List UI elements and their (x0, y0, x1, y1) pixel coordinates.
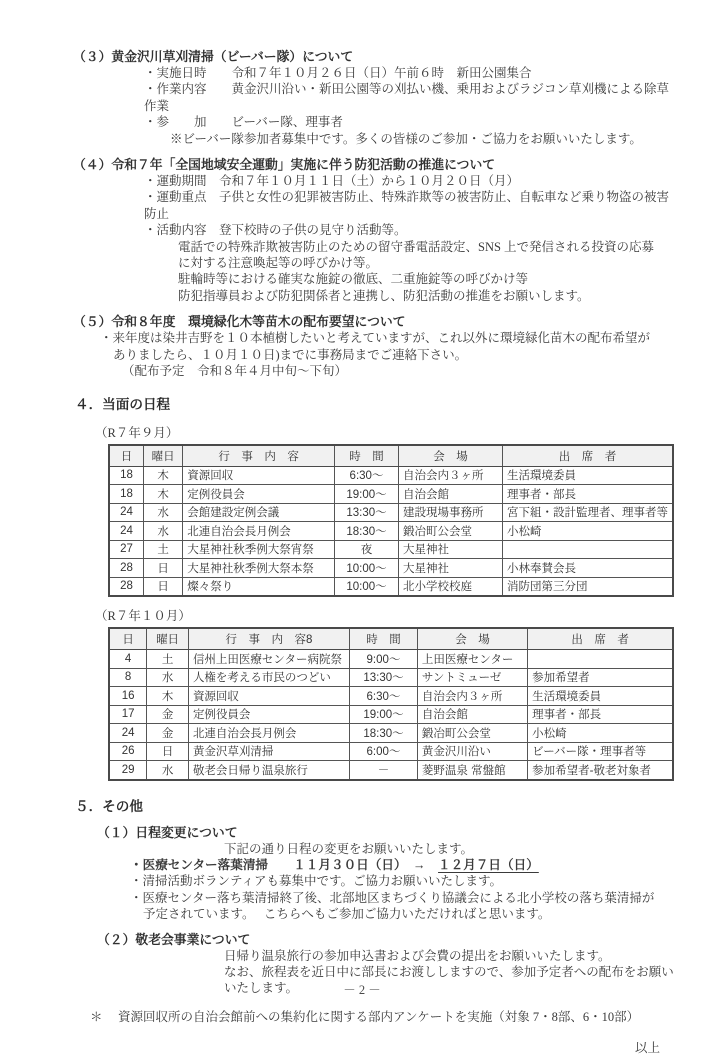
section-3-heading: （３）黄金沢川草刈清掃（ビーバー隊）について (73, 49, 354, 64)
others-sub2-line: なお、旅程表を近日中に部長にお渡ししますので、参加予定者への配布をお願いいたします。 (224, 964, 674, 996)
table-row (109, 522, 673, 541)
section-4-lines (100, 173, 674, 239)
table-cell: 大星神社秋季例大祭宵祭 (183, 540, 335, 559)
table-cell: 木 (147, 687, 189, 706)
table-cell: 燦々祭り (183, 577, 335, 596)
table-row (109, 668, 673, 687)
table-cell: 敬老会日帰り温泉旅行 (188, 761, 349, 780)
table-cell: 水 (143, 503, 182, 522)
section-5-note: （配布予定 令和８年４月中旬～下旬） (122, 364, 348, 379)
table-cell: 水 (147, 668, 189, 687)
table-cell: 鍛冶町公会堂 (417, 724, 527, 743)
page-content (56, 48, 674, 1056)
table-cell: 大星神社秋季例大祭本祭 (183, 559, 335, 578)
table-cell: 消防団第三分団 (502, 577, 673, 596)
table-cell: 菱野温泉 常盤館 (417, 761, 527, 780)
table-cell: 大星神社 (398, 559, 502, 578)
table-row (109, 687, 673, 706)
table-row (109, 466, 673, 485)
asterisk-marker: ＊ (90, 1009, 103, 1024)
table-cell: 9:00～ (350, 650, 418, 669)
table-cell: 13:30～ (335, 503, 399, 522)
table-row (109, 540, 673, 559)
section-3-note: ※ビーバー隊参加者募集中です。多くの皆様のご参加・ご協力をお願いいたします。 (170, 131, 642, 146)
table-cell: 夜 (335, 540, 399, 559)
schedule-table-september (108, 444, 674, 598)
section-4-continuation-line: に対する注意喚起等の呼びかけ等。 (178, 256, 379, 271)
table-cell: 18:30～ (335, 522, 399, 541)
others-sub1-intro-wrap (140, 841, 674, 857)
table-cell: 資源回収 (188, 687, 349, 706)
section-4-line: ・活動内容 登下校時の子供の見守り活動等。 (144, 223, 407, 238)
table-cell: 参加希望者-敬老対象者 (528, 761, 673, 780)
table-cell: 人権を考える市民のつどい (188, 668, 349, 687)
table-cell: 16 (109, 687, 147, 706)
table-row (109, 559, 673, 578)
table-cell: 24 (109, 724, 147, 743)
section-5 (56, 313, 674, 379)
table-cell: 28 (109, 559, 143, 578)
table-cell: 自治会館 (417, 705, 527, 724)
others-sub1-bullet: ・医療センター落ち葉清掃終了後、北部地区まちづくり協議会による北小学校の落ち葉清掃が (130, 890, 655, 905)
table-cell: 13:30～ (350, 668, 418, 687)
others-sub2-heading: （２）敬老会事業について (97, 931, 251, 947)
section-5-bullet: ・来年度は染井吉野を１０本植樹したいと考えていますが、これ以外に環境緑化苗木の配布希望が (100, 331, 651, 346)
section-4-continuation (56, 239, 674, 305)
table-cell: 自治会館 (398, 485, 502, 504)
section-4-line: ・運動重点 子供と女性の犯罪被害防止、特殊詐欺等の被害防止、自転車など乗り物盗の被害防止 (144, 190, 670, 221)
table-cell: 黄金沢草刈清掃 (188, 742, 349, 761)
table-cell: 理事者・部長 (528, 705, 673, 724)
column-header: 会 場 (398, 445, 502, 467)
table-cell: 宮下組・設計監理者、理事者等 (502, 503, 673, 522)
table-cell: 6:00～ (350, 742, 418, 761)
table-cell: 理事者・部長 (502, 485, 673, 504)
column-header: 曜日 (143, 445, 182, 467)
table-cell: 上田医療センター (417, 650, 527, 669)
schedule-change-label: ・医療センター落葉清掃 １１月３０日（日） → (130, 857, 439, 872)
table-cell: 19:00～ (350, 705, 418, 724)
column-header: 時 間 (335, 445, 399, 467)
table-cell: 18:30～ (350, 724, 418, 743)
table-cell: 6:30～ (350, 687, 418, 706)
page-number: － 2 － (343, 983, 381, 997)
table-cell: 水 (143, 522, 182, 541)
table-cell: 28 (109, 577, 143, 596)
table-cell: 18 (109, 466, 143, 485)
others-sub1 (56, 824, 674, 923)
table-row (109, 705, 673, 724)
table-cell: 生活環境委員 (528, 687, 673, 706)
table-cell: 小松崎 (528, 724, 673, 743)
table-cell: 鍛冶町公会堂 (398, 522, 502, 541)
table-cell: 土 (147, 650, 189, 669)
section-5-heading: （５）令和８年度 環境緑化木等苗木の配布要望について (73, 314, 406, 330)
others-sub1-intro: 下記の通り日程の変更をお願いいたします。 (224, 841, 474, 856)
table-cell: － (350, 761, 418, 780)
section-3 (56, 48, 674, 147)
table-cell: 日 (143, 577, 182, 596)
column-header: 行 事 内 容 (183, 445, 335, 467)
table-cell: 26 (109, 742, 147, 761)
survey-note-text: 資源回収所の自治会館前への集約化に関する部内アンケートを実施（対象 7・8部、6・10部） (118, 1009, 640, 1024)
survey-note (90, 1007, 674, 1025)
table-cell: 自治会内３ヶ所 (398, 466, 502, 485)
column-header: 出 席 者 (528, 628, 673, 650)
table-cell (528, 650, 673, 669)
table-cell: 10:00～ (335, 559, 399, 578)
table-cell: 会館建設定例会議 (183, 503, 335, 522)
table-cell: 生活環境委員 (502, 466, 673, 485)
table-cell: 定例役員会 (183, 485, 335, 504)
table-cell: 8 (109, 668, 147, 687)
schedule-table-october (108, 627, 674, 781)
column-header: 曜日 (147, 628, 189, 650)
table-cell: 日 (147, 742, 189, 761)
section-4 (56, 156, 674, 304)
table-cell: ビーバー隊・理事者等 (528, 742, 673, 761)
others-sub1-bullet: ・清掃活動ボランティアも募集中です。ご協力お願いいたします。 (130, 874, 503, 889)
table-cell: 18 (109, 485, 143, 504)
section-4-heading: （４）令和７年「全国地域安全運動」実施に伴う防犯活動の推進について (73, 157, 496, 173)
column-header: 行 事 内 容8 (188, 628, 349, 650)
table-cell: 4 (109, 650, 147, 669)
table-cell: サントミューゼ (417, 668, 527, 687)
table-cell: 大星神社 (398, 540, 502, 559)
table-cell: 資源回収 (183, 466, 335, 485)
table-cell: 6:30～ (335, 466, 399, 485)
section-4-line: ・運動期間 令和７年１０月１１日（土）から１０月２０日（月） (144, 174, 520, 189)
section-3-line: ・実施日時 令和７年１０月２６日（日）午前６時 新田公園集合 (144, 66, 532, 80)
table-cell: 自治会内３ヶ所 (417, 687, 527, 706)
table-cell: 24 (109, 522, 143, 541)
table-row (109, 742, 673, 761)
table-cell: 小松崎 (502, 522, 673, 541)
section-4-continuation-line: 電話での特殊詐欺被害防止のための留守番電話設定、SNS 上で発信される投資の応募 (178, 239, 655, 254)
table-cell: 29 (109, 761, 147, 780)
schedule-change-new-date: １２月７日（日） (438, 857, 539, 872)
column-header: 出 席 者 (502, 445, 673, 467)
table-cell: 木 (143, 466, 182, 485)
table-cell: 10:00～ (335, 577, 399, 596)
table-cell: 信州上田医療センター病院祭 (188, 650, 349, 669)
schedule-table-september-label: （R７年９月） (95, 425, 179, 440)
table-row (109, 761, 673, 780)
table-row (109, 503, 673, 522)
table-cell: 24 (109, 503, 143, 522)
column-header: 日 (109, 628, 147, 650)
table-header-row (109, 628, 673, 650)
column-header: 時 間 (350, 628, 418, 650)
schedule-heading: ４．当面の日程 (75, 396, 171, 412)
table-cell: 19:00～ (335, 485, 399, 504)
others-sub1-bullets (56, 873, 674, 906)
section-3-lines (100, 65, 674, 131)
table-row (109, 577, 673, 596)
section-4-continuation-line: 駐輪時等における確実な施錠の徹底、二重施錠等の呼びかけ等 (178, 272, 529, 287)
table-cell: 27 (109, 540, 143, 559)
table-cell: 北小学校校庭 (398, 577, 502, 596)
others-sub1-heading: （１）日程変更について (97, 824, 238, 840)
table-cell: 建設現場事務所 (398, 503, 502, 522)
table-cell: 日 (143, 559, 182, 578)
table-cell: 参加希望者 (528, 668, 673, 687)
table-cell: 小林奉賛会長 (502, 559, 673, 578)
table-cell: 北連自治会長月例会 (188, 724, 349, 743)
table-cell: 金 (147, 705, 189, 724)
table-cell (502, 540, 673, 559)
table-cell: 水 (147, 761, 189, 780)
table-row (109, 485, 673, 504)
table-cell: 定例役員会 (188, 705, 349, 724)
table-cell: 木 (143, 485, 182, 504)
others-heading: ５．その他 (75, 798, 143, 814)
table-row (109, 650, 673, 669)
table-cell: 土 (143, 540, 182, 559)
table-row (109, 724, 673, 743)
others-sub1-continuation: 予定されています。 こちらへもご参加ご協力いただければと思います。 (143, 907, 551, 922)
schedule-change-line (130, 857, 674, 873)
schedule-table-october-label: （R７年１０月） (95, 609, 191, 623)
closing-word: 以上 (634, 1040, 660, 1055)
schedule-section (56, 396, 674, 781)
column-header: 会 場 (417, 628, 527, 650)
section-3-line: ・参 加 ビーバー隊、理事者 (144, 115, 343, 130)
section-4-continuation-line: 防犯指導員および防犯関係者と連携し、防犯活動の推進をお願いします。 (178, 288, 590, 303)
section-5-continuation: ありましたら、１０月１０日)までに事務局までご連絡下さい。 (113, 347, 468, 362)
table-cell: 金 (147, 724, 189, 743)
column-header: 日 (109, 445, 143, 467)
table-cell: 黄金沢川沿い (417, 742, 527, 761)
others-sub2-line: 日帰り温泉旅行の参加申込書および会費の提出をお願いいたします。 (224, 948, 611, 963)
table-cell: 北連自治会長月例会 (183, 522, 335, 541)
table-header-row (109, 445, 673, 467)
table-cell: 17 (109, 705, 147, 724)
section-3-line: ・作業内容 黄金沢川沿い・新田公園等の刈払い機、乗用およびラジコン草刈機による除草作業 (144, 82, 670, 113)
